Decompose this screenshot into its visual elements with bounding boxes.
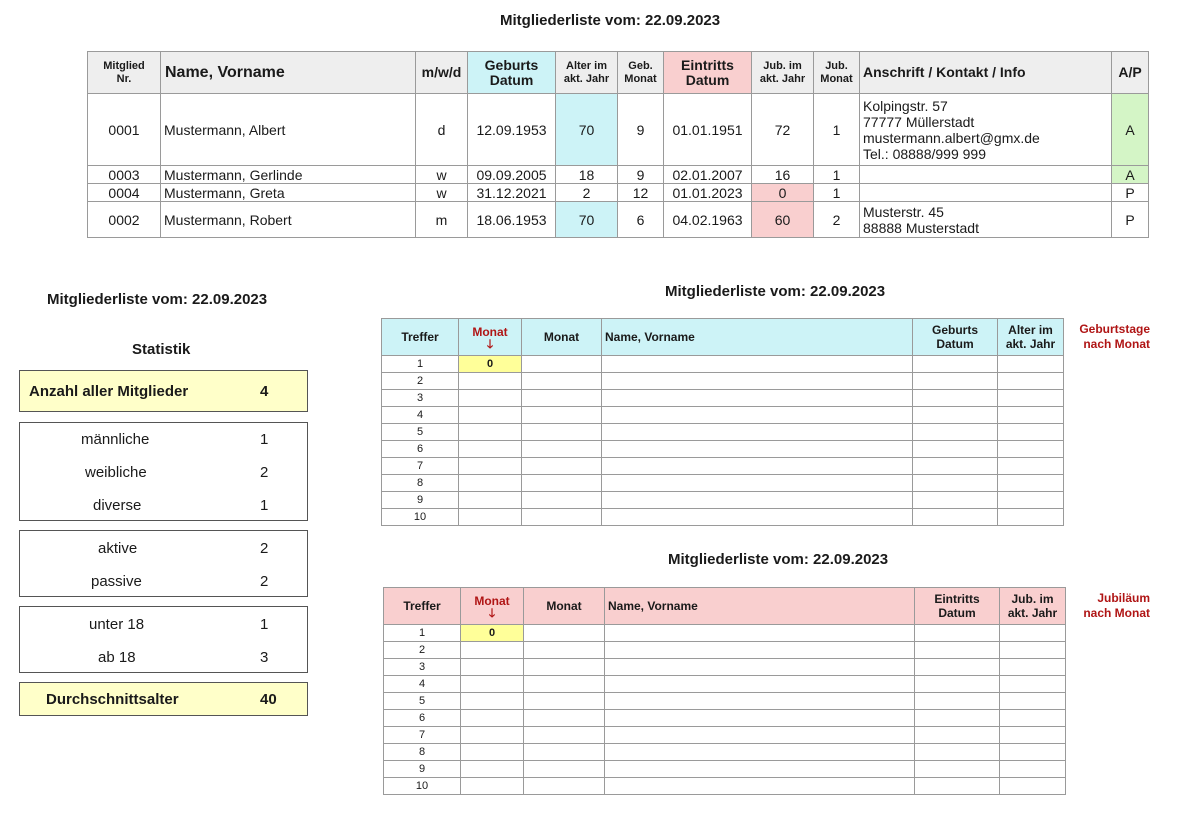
table-row: 4 (384, 676, 1066, 693)
members-table (87, 51, 1149, 238)
table-row: 9 (382, 492, 1064, 509)
jubilee-table-title: Mitgliederliste vom: 22.09.2023 (668, 551, 889, 568)
table-row: 9 (384, 761, 1066, 778)
header-age: Alter im akt. Jahr (556, 52, 618, 94)
jubilee-table (383, 587, 1066, 795)
table-row[interactable]: 0003 Mustermann, Gerlinde w 09.09.2005 18 9 02.01.2007 16 1 A (88, 166, 1149, 184)
address-cell: Kolpingstr. 57 77777 Müllerstadt mustermann.albert@gmx.de Tel.: 08888/999 999 (860, 94, 1112, 166)
header-address: Anschrift / Kontakt / Info (860, 52, 1112, 94)
address-cell: Musterstr. 45 88888 Musterstadt (860, 202, 1112, 238)
average-age-box: Durchschnittsalter 40 (19, 682, 308, 716)
table-row: 7 (384, 727, 1066, 744)
header-hits: Treffer (384, 588, 461, 625)
birthday-side-note: Geburtstage nach Monat (1079, 322, 1150, 351)
table-row: 6 (382, 441, 1064, 458)
table-row: 2 (384, 642, 1066, 659)
table-row: 10 (384, 778, 1066, 795)
total-members-value: 4 (260, 383, 269, 400)
header-entry-date: Eintritts Datum (915, 588, 1000, 625)
total-members-box: Anzahl aller Mitglieder 4 (19, 370, 308, 412)
header-gender: m/w/d (416, 52, 468, 94)
header-active-passive: A/P (1112, 52, 1149, 94)
header-jubilee: Jub. im akt. Jahr (1000, 588, 1066, 625)
table-row: 6 (384, 710, 1066, 727)
activity-stats-box: aktive 2 passive 2 (19, 530, 308, 597)
table-row[interactable]: 0004 Mustermann, Greta w 31.12.2021 2 12 01.01.2023 0 1 P (88, 184, 1149, 202)
table-row: 3 (382, 390, 1064, 407)
arrow-down-icon: 🡓 (488, 605, 496, 620)
table-row: 5 (382, 424, 1064, 441)
header-age: Alter im akt. Jahr (998, 319, 1064, 356)
stats-title: Statistik (132, 341, 191, 358)
table-row[interactable]: 0001 Mustermann, Albert d 12.09.1953 70 9 01.01.1951 72 1 Kolpingstr. 57 77777 Müllerstadt mustermann.albert@gmx.de Tel.: 08888/999 999 A (88, 94, 1149, 166)
table-row: 8 (384, 744, 1066, 761)
page-title: Mitgliederliste vom: 22.09.2023 (500, 12, 721, 29)
table-row[interactable]: 0002 Mustermann, Robert m 18.06.1953 70 6 04.02.1963 60 2 Musterstr. 45 88888 Musterstadt P (88, 202, 1149, 238)
header-hits: Treffer (382, 319, 459, 356)
header-jubilee: Jub. im akt. Jahr (752, 52, 814, 94)
header-month-input: Monat 🡓 (461, 588, 524, 625)
average-age-value: 40 (260, 691, 277, 708)
table-row: 4 (382, 407, 1064, 424)
table-row: 2 (382, 373, 1064, 390)
header-month: Monat (524, 588, 605, 625)
table-row: 1 0 (384, 625, 1066, 642)
header-name: Name, Vorname (602, 319, 913, 356)
table-row: 10 (382, 509, 1064, 526)
arrow-down-icon: 🡓 (486, 336, 494, 351)
jubilee-side-note: Jubiläum nach Monat (1083, 591, 1150, 620)
header-birth-month: Geb. Monat (618, 52, 664, 94)
table-row: 3 (384, 659, 1066, 676)
table-row: 7 (382, 458, 1064, 475)
table-row: 5 (384, 693, 1066, 710)
header-name: Name, Vorname (605, 588, 915, 625)
birthday-table-title: Mitgliederliste vom: 22.09.2023 (665, 283, 886, 300)
header-birth-date: Geburts Datum (468, 52, 556, 94)
gender-stats-box: männliche 1 weibliche 2 diverse 1 (19, 422, 308, 521)
header-month: Monat (522, 319, 602, 356)
header-member-nr: Mitglied Nr. (88, 52, 161, 94)
age-stats-box: unter 18 1 ab 18 3 (19, 606, 308, 673)
header-name: Name, Vorname (161, 52, 416, 94)
header-birth-date: Geburts Datum (913, 319, 998, 356)
table-row: 8 (382, 475, 1064, 492)
month-input[interactable]: 0 (459, 356, 522, 373)
month-input[interactable]: 0 (461, 625, 524, 642)
table-row: 1 0 (382, 356, 1064, 373)
header-jubilee-month: Jub. Monat (814, 52, 860, 94)
header-entry-date: Eintritts Datum (664, 52, 752, 94)
birthday-table (381, 318, 1064, 526)
header-month-input: Monat 🡓 (459, 319, 522, 356)
stats-list-title: Mitgliederliste vom: 22.09.2023 (47, 291, 268, 308)
